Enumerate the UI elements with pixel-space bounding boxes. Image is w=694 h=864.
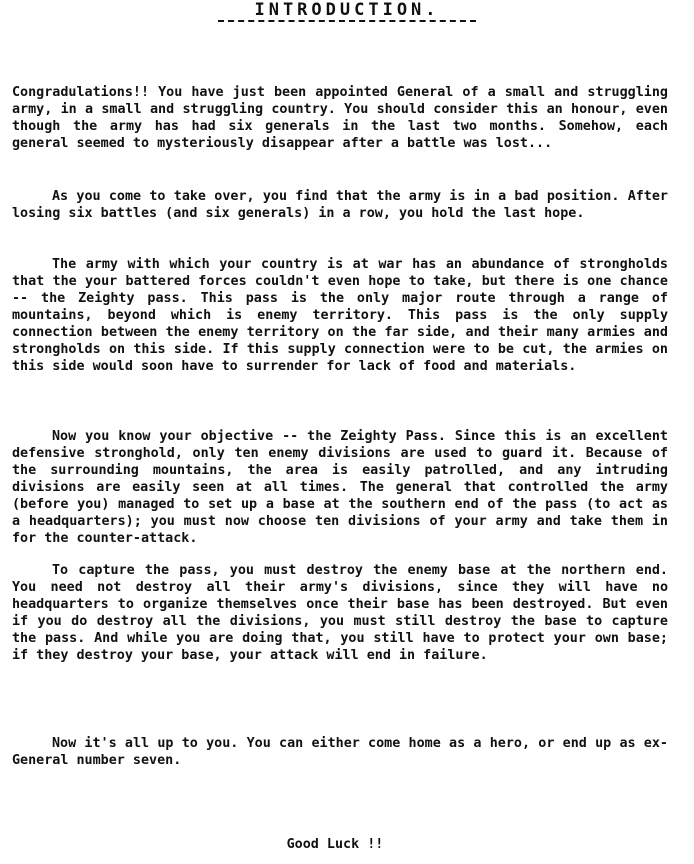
closing-good-luck: Good Luck !! xyxy=(286,837,384,852)
paragraph-congratulations: Congradulations!! You have just been appointed General of a small and struggling army, in a small and struggling country. You should consider this an honour, even though the army has had six generals in the last two months. Somehow, each general seemed to mysteriously disappear after a battle was lost... xyxy=(12,85,668,151)
paragraph-enemy-army: The army with which your country is at war has an abundance of strongholds that the your battered forces couldn't even hope to take, but there is one chance -- the Zeighty pass. This pass is the only major route through a range of mountains, beyond which is enemy territory. This pass is the only supply connection between the enemy territory on the far side, and their many armies and strongholds on this side. If this supply connection were to be cut, the armies on this side would soon have to surrender for lack of food and materials. xyxy=(12,257,668,374)
paragraph-objective: Now you know your objective -- the Zeighty Pass. Since this is an excellent defensive stronghold, only ten enemy divisions are used to guard it. Because of the surrounding mountains, the area is easily patrolled, and any intruding divisions are easily seen at all times. The general that controlled the army (before you) managed to set up a base at the southern end of the pass (to act as a headquarters); you must now choose ten divisions of your army and take them in for the counter-attack. xyxy=(12,429,668,546)
paragraph-capture-pass: To capture the pass, you must destroy the enemy base at the northern end. You need not destroy all their army's divisions, since they will have no headquarters to organize themselves once their base has been destroyed. But even if you do destroy all the divisions, you must still destroy the base to capture the pass. And while you are doing that, you still have to protect your own base; if they destroy your base, your attack will end in failure. xyxy=(12,563,668,663)
paragraph-up-to-you: Now it's all up to you. You can either come home as a hero, or end up as ex-General number seven. xyxy=(12,736,668,768)
page-title: INTRODUCTION. xyxy=(254,0,440,20)
paragraph-take-over: As you come to take over, you find that the army is in a bad position. After losing six battles (and six generals) in a row, you hold the last hope. xyxy=(12,189,668,221)
title-underline xyxy=(218,20,476,22)
